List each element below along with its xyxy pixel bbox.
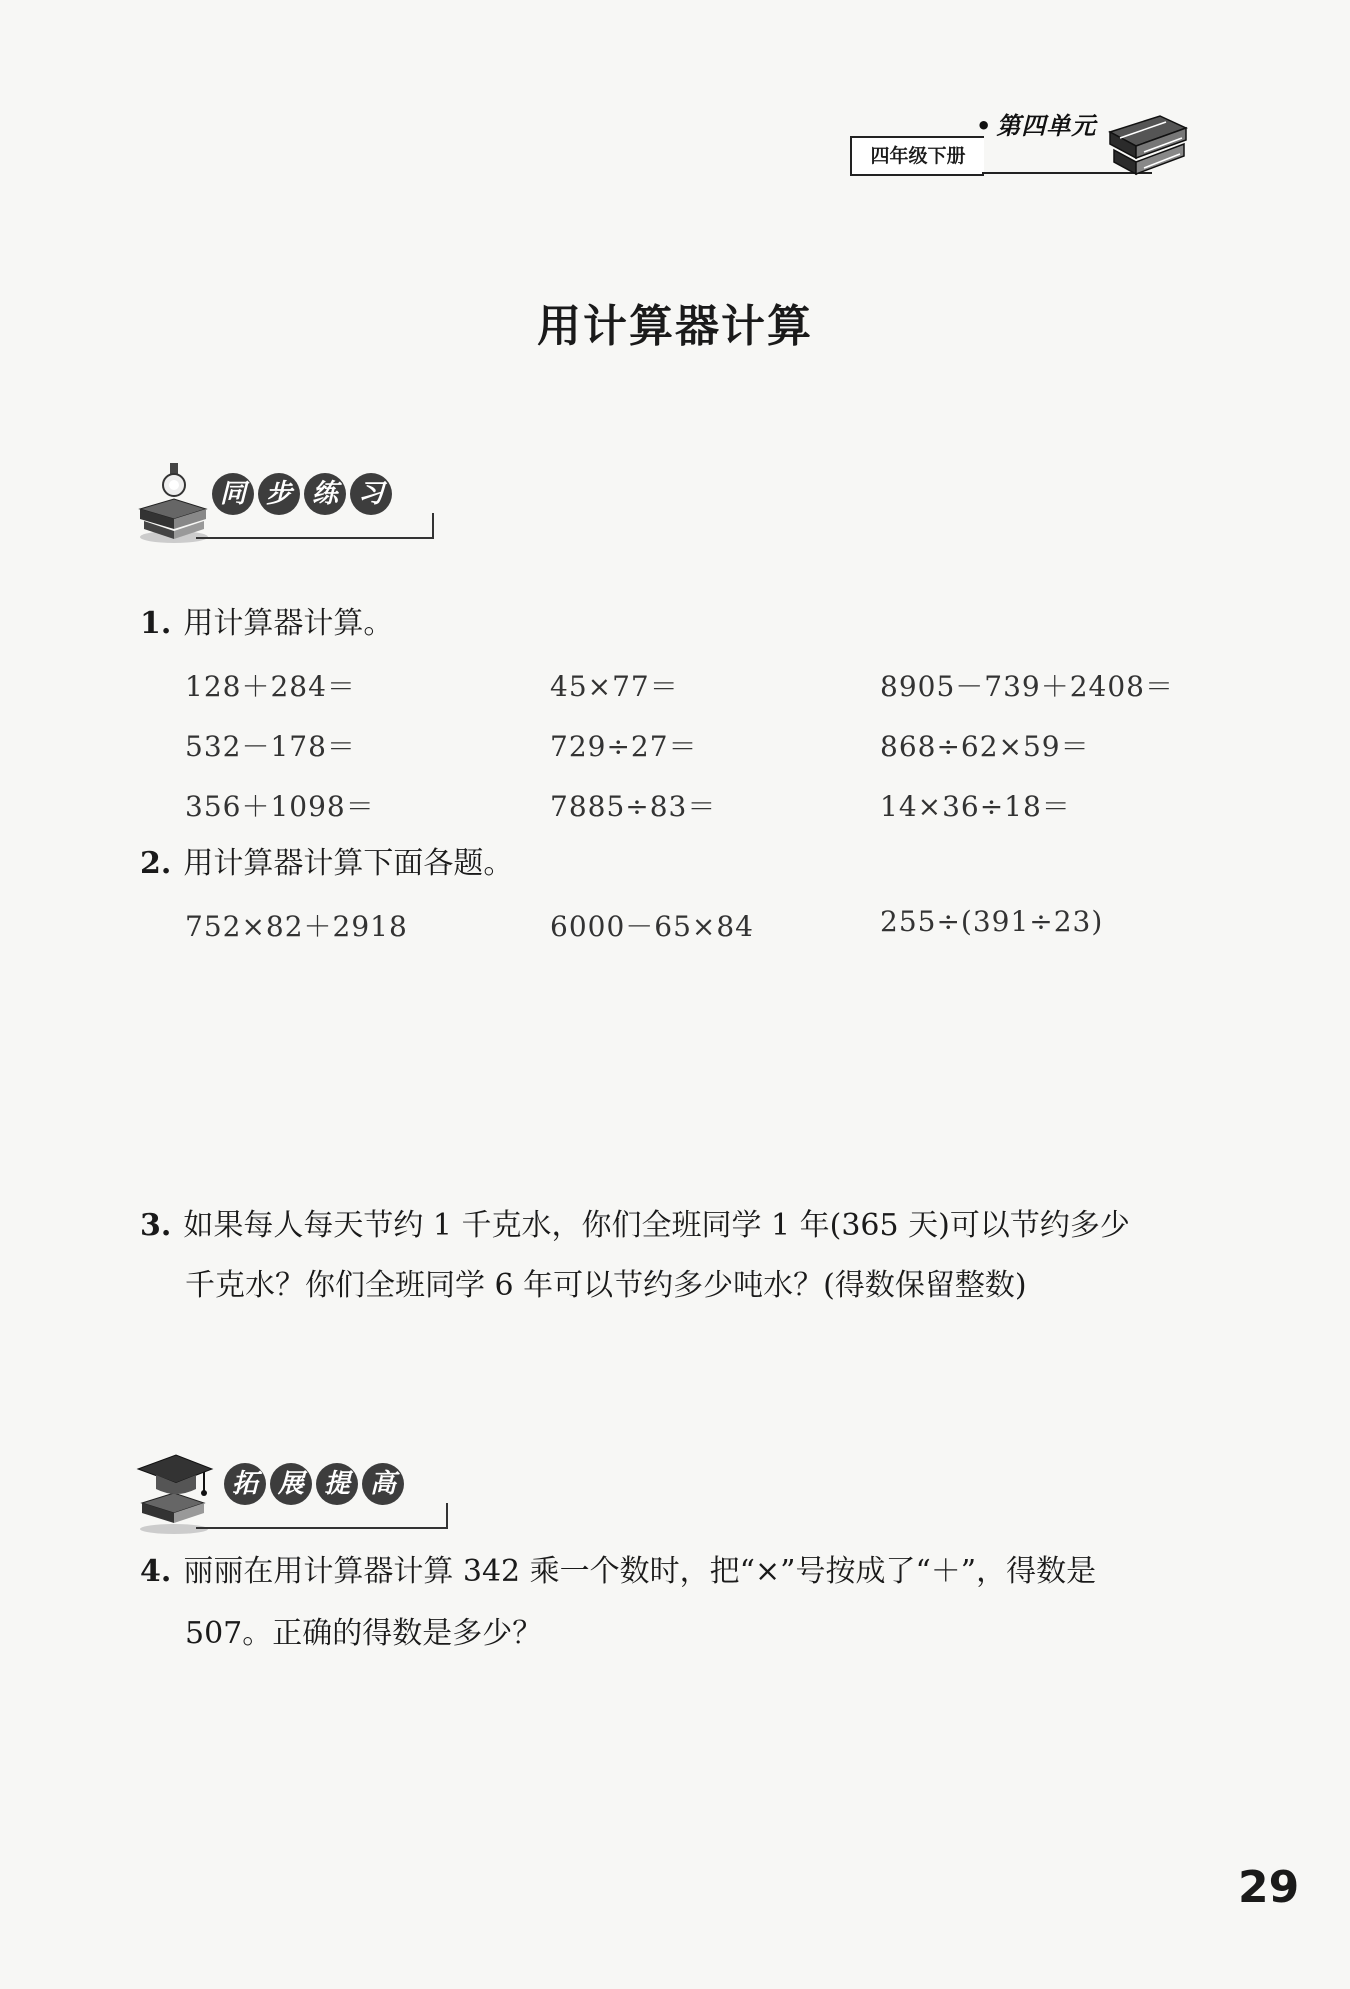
banner-char: 练 (304, 473, 346, 515)
banner-char: 同 (212, 473, 254, 515)
banner-title (212, 473, 392, 515)
question-number: 4. (140, 1554, 172, 1589)
expression: 7885÷83＝ (550, 790, 717, 823)
banner-char: 提 (316, 1463, 358, 1505)
question-4 (140, 1552, 1096, 1592)
banner-rule (196, 1503, 448, 1529)
expression: 128＋284＝ (185, 670, 356, 703)
expression: 752×82＋2918 (185, 910, 408, 943)
unit-header (850, 100, 1190, 190)
question-text-line-1: 丽丽在用计算器计算 342 乘一个数时，把“×”号按成了“＋”，得数是 (183, 1554, 1097, 1589)
expression: 868÷62×59＝ (880, 730, 1090, 763)
expression: 532－178＝ (185, 730, 356, 763)
banner-char: 高 (362, 1463, 404, 1505)
section-banner-practice (134, 455, 434, 545)
expression: 14×36÷18＝ (880, 790, 1071, 823)
expression: 255÷(391÷23) (880, 905, 1104, 938)
expression: 729÷27＝ (550, 730, 698, 763)
expression: 45×77＝ (550, 670, 679, 703)
page-number: 29 (1238, 1862, 1300, 1913)
question-number: 1. (140, 606, 172, 641)
expression: 6000－65×84 (550, 910, 754, 943)
banner-title (224, 1463, 404, 1505)
question-number: 2. (140, 846, 172, 881)
banner-rule (196, 513, 434, 539)
question-2 (140, 844, 513, 884)
banner-char: 展 (270, 1463, 312, 1505)
unit-label: • 第四单元 (976, 106, 1096, 140)
section-banner-extension (134, 1445, 454, 1535)
page-title: 用计算器计算 (537, 301, 813, 352)
question-text: 用计算器计算。 (183, 606, 394, 641)
question-4-line-2: 507。正确的得数是多少？ (185, 1616, 543, 1651)
expression: 8905－739＋2408＝ (880, 670, 1174, 703)
question-1 (140, 604, 393, 644)
banner-char: 拓 (224, 1463, 266, 1505)
expression: 356＋1098＝ (185, 790, 375, 823)
banner-char: 习 (350, 473, 392, 515)
question-3 (140, 1206, 1130, 1246)
question-3-line-2: 千克水？你们全班同学 6 年可以节约多少吨水？(得数保留整数) (185, 1268, 1027, 1303)
question-text-line-1: 如果每人每天节约 1 千克水，你们全班同学 1 年(365 天)可以节约多少 (183, 1208, 1130, 1243)
grade-label: 四年级下册 (850, 136, 984, 176)
banner-char: 步 (258, 473, 300, 515)
books-icon (1100, 102, 1190, 182)
question-number: 3. (140, 1208, 172, 1243)
question-text: 用计算器计算下面各题。 (183, 846, 514, 881)
